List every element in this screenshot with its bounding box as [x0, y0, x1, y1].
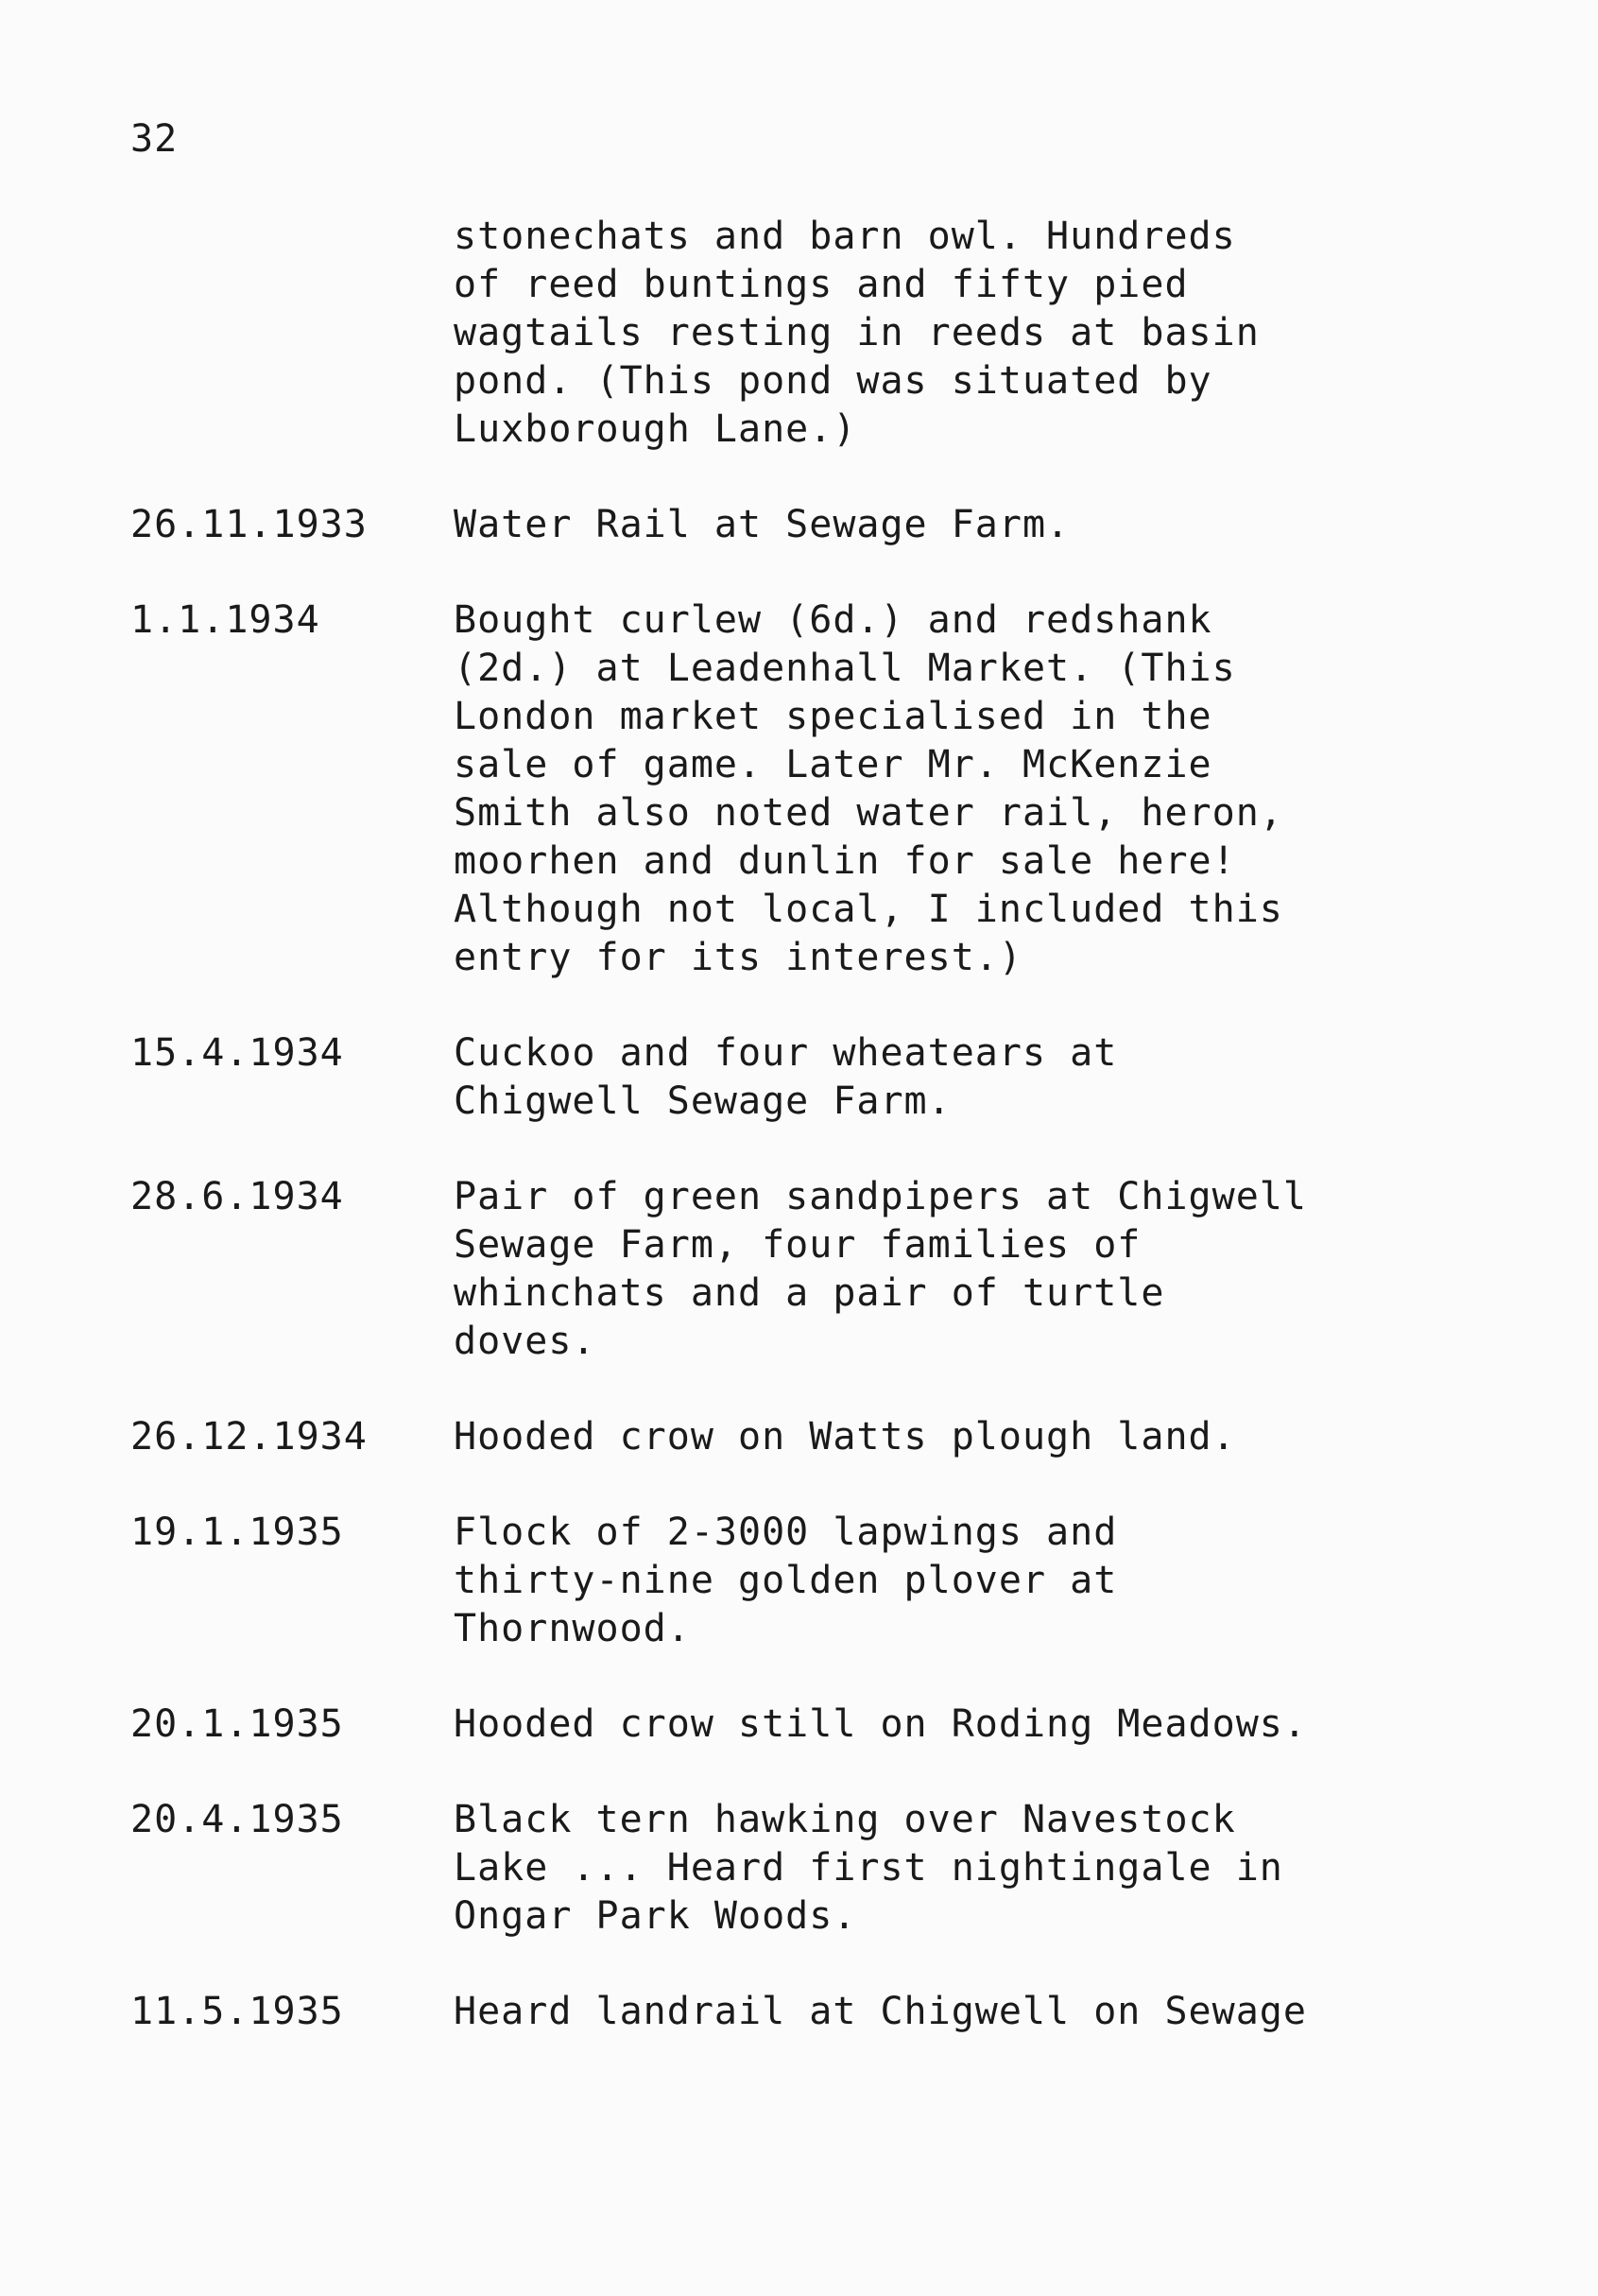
entry-date: 20.4.1935 — [130, 1798, 344, 1841]
entry-date — [130, 213, 454, 454]
entry-date: 19.1.1935 — [130, 1511, 344, 1554]
diary-entry — [130, 1029, 1510, 1126]
entry-text: Bought curlew (6d.) and redshank (2d.) at Leadenhall Market. (This London market specialised in the sale of game. Later Mr. McKenzie Smith also noted water rail, heron, moorhen and dunlin for sale here! Although not local, I included this entry for its interest.) — [454, 598, 1283, 979]
entry-date: 20.1.1935 — [130, 1702, 344, 1746]
entry-text: Black tern hawking over Navestock Lake ... Heard first nightingale in Ongar Park Woods. — [454, 1798, 1283, 1938]
entry-text: Hooded crow still on Roding Meadows. — [454, 1702, 1307, 1746]
diary-entry — [130, 1413, 1510, 1461]
entry-text: Cuckoo and four wheatears at Chigwell Sewage Farm. — [454, 1031, 1118, 1123]
entry-date: 11.5.1935 — [130, 1990, 344, 2033]
entry-text: Heard landrail at Chigwell on Sewage — [454, 1990, 1307, 2033]
diary-entry — [130, 213, 1510, 454]
entry-date: 28.6.1934 — [130, 1175, 344, 1218]
entry-text: Flock of 2-3000 lapwings and thirty-nine golden plover at Thornwood. — [454, 1511, 1118, 1650]
entry-date: 15.4.1934 — [130, 1031, 344, 1075]
diary-entry — [130, 1988, 1510, 2036]
entry-text: Water Rail at Sewage Farm. — [454, 503, 1071, 546]
diary-entry — [130, 1173, 1510, 1366]
diary-entry — [130, 501, 1510, 549]
entry-text: Pair of green sandpipers at Chigwell Sewage Farm, four families of whinchats and a pair of turtle doves. — [454, 1175, 1307, 1363]
entry-date: 26.11.1933 — [130, 503, 368, 546]
diary-entries — [130, 213, 1510, 2083]
page-number: 32 — [130, 117, 179, 161]
entry-date: 26.12.1934 — [130, 1415, 368, 1459]
entry-text: stonechats and barn owl. Hundreds of reed buntings and fifty pied wagtails resting in reeds at basin pond. (This pond was situated by Luxborough Lane.) — [454, 215, 1260, 451]
diary-entry — [130, 1700, 1510, 1749]
diary-entry — [130, 596, 1510, 982]
entry-date: 1.1.1934 — [130, 598, 320, 642]
diary-entry — [130, 1796, 1510, 1941]
entry-text: Hooded crow on Watts plough land. — [454, 1415, 1236, 1459]
diary-entry — [130, 1509, 1510, 1653]
